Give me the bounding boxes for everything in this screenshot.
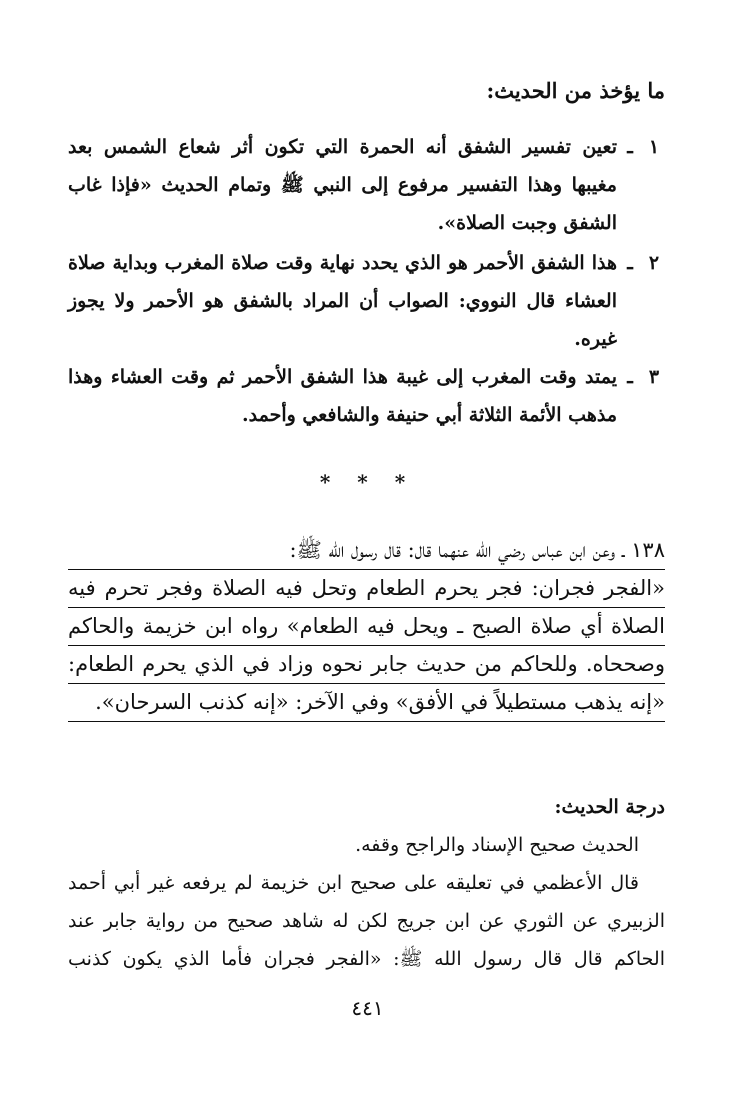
item-text: تعين تفسير الشفق أنه الحمرة التي تكون أثر شعاع الشمس بعد مغيبها وهذا التفسير مرفوع إلى النبي ﷺ وتمام الحديث «فإذا غاب الشفق وجبت الصلاة». bbox=[68, 136, 617, 234]
item-dash: ـ bbox=[627, 136, 633, 158]
hadith-line: «إنه يذهب مستطيلاً في الأفق» وفي الآخر: «إنه كذنب السرحان». bbox=[68, 684, 665, 722]
section-divider: * * * bbox=[319, 470, 416, 494]
hadith-line: «الفجر فجران: فجر يحرم الطعام وتحل فيه الصلاة وفجر تحرم فيه bbox=[68, 570, 665, 608]
item-number: ٢ bbox=[648, 252, 660, 274]
hadith-line: ١٣٨ ـ وعن ابن عباس رضي الله عنهما قال: قال رسول الله ﷺ: bbox=[68, 532, 665, 570]
item-text: هذا الشفق الأحمر هو الذي يحدد نهاية وقت صلاة المغرب وبداية صلاة العشاء قال النووي: الصواب أن المراد بالشفق هو الأحمر ولا يجوز غيره. bbox=[68, 252, 617, 350]
grade-text: الحديث صحيح الإسناد والراجح وقفه. bbox=[355, 834, 639, 856]
section-heading: ما يؤخذ من الحديث: bbox=[486, 78, 665, 103]
grade-heading: درجة الحديث: bbox=[554, 796, 665, 818]
grade-commentary bbox=[68, 864, 665, 978]
list-item bbox=[68, 128, 665, 242]
grade-commentary-text: قال الأعظمي في تعليقه على صحيح ابن خزيمة لم يرفعه غير أبي أحمد الزبيري عن الثوري عن ابن جريج لكن له شاهد صحيح من رواية جابر عند الحاكم قال قال رسول الله ﷺ: «الفجر فجران فأما الذي يكون كذنب bbox=[68, 872, 665, 970]
hadith-line: الصلاة أي صلاة الصبح ـ ويحل فيه الطعام» رواه ابن خزيمة والحاكم bbox=[68, 608, 665, 646]
hadith-line: وصححاه. وللحاكم من حديث جابر نحوه وزاد في الذي يحرم الطعام: bbox=[68, 646, 665, 684]
item-dash: ـ bbox=[627, 252, 633, 274]
item-text: يمتد وقت المغرب إلى غيبة هذا الشفق الأحمر ثم وقت العشاء وهذا مذهب الأئمة الثلاثة أبي حنيفة والشافعي وأحمد. bbox=[68, 366, 617, 426]
item-number: ٣ bbox=[648, 366, 660, 388]
list-item bbox=[68, 244, 665, 358]
list-item bbox=[68, 358, 665, 434]
item-dash: ـ bbox=[627, 366, 633, 388]
item-number: ١ bbox=[648, 136, 660, 158]
page-number: ٤٤١ bbox=[351, 996, 384, 1020]
hadith-block bbox=[68, 532, 665, 722]
